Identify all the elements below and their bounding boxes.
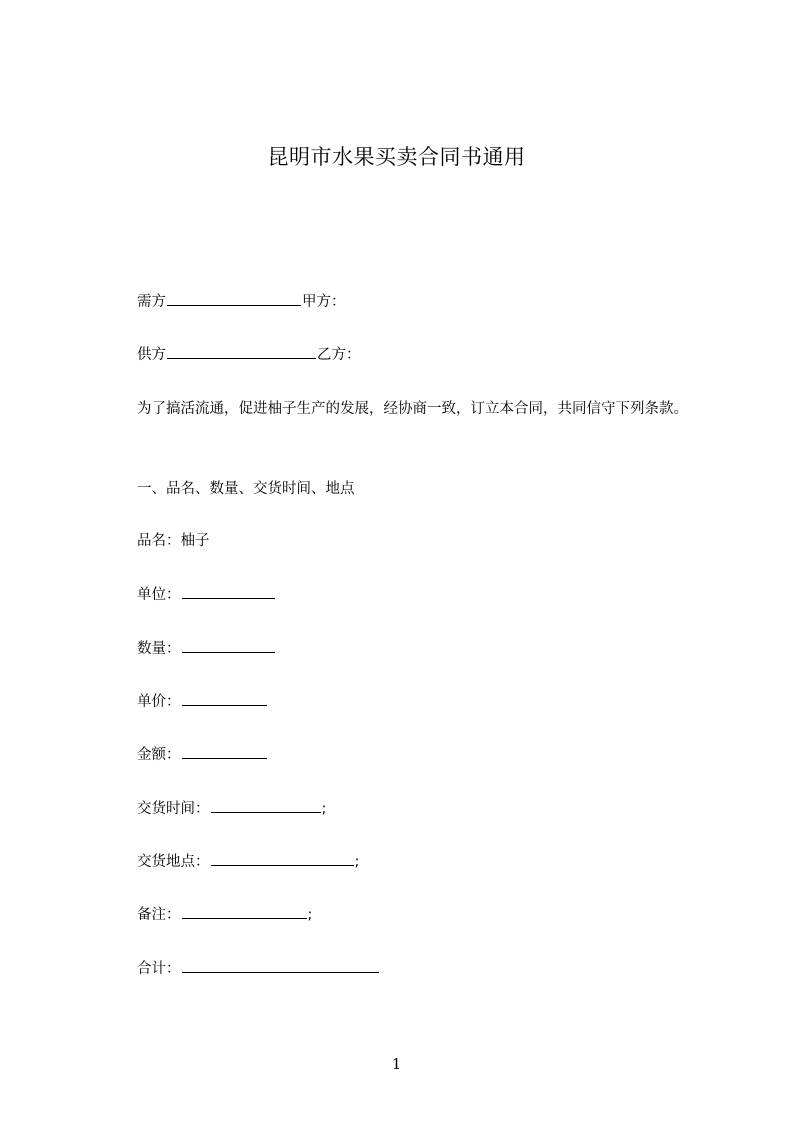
amount-line	[137, 744, 268, 765]
unit-price-line	[137, 691, 268, 712]
demander-line	[137, 291, 346, 312]
product-name-value: 柚子	[180, 533, 210, 549]
delivery-time-semicolon: ;	[321, 801, 327, 817]
remarks-label: 备注：	[137, 907, 181, 923]
delivery-place-blank	[211, 851, 354, 866]
product-name-line	[137, 531, 210, 551]
quantity-blank	[182, 638, 275, 653]
total-blank	[182, 958, 379, 973]
remarks-semicolon: ;	[307, 907, 313, 923]
supplier-line	[137, 344, 361, 365]
product-name-label: 品名：	[137, 533, 181, 549]
total-label: 合计：	[137, 961, 181, 977]
supplier-label: 供方	[137, 347, 166, 363]
delivery-time-label: 交货时间：	[137, 801, 210, 817]
quantity-line	[137, 638, 276, 659]
demander-blank	[167, 291, 301, 306]
delivery-time-blank	[211, 798, 321, 813]
demander-label: 需方	[137, 294, 166, 310]
intro-paragraph: 为了搞活流通，促进柚子生产的发展，经协商一致，订立本合同，共同信守下列条款。	[137, 401, 688, 417]
section-1-heading: 一、品名、数量、交货时间、地点	[137, 481, 355, 497]
page-number: 1	[391, 1055, 402, 1073]
unit-price-label: 单价：	[137, 694, 181, 710]
unit-blank	[182, 584, 275, 599]
unit-label: 单位：	[137, 587, 181, 603]
delivery-time-line	[137, 798, 326, 819]
total-line	[137, 958, 380, 979]
document-title: 昆明市水果买卖合同书通用	[267, 145, 526, 169]
unit-price-blank	[182, 691, 267, 706]
remarks-blank	[182, 904, 307, 919]
unit-line	[137, 584, 276, 605]
quantity-label: 数量：	[137, 641, 181, 657]
party-b-label: 乙方：	[317, 347, 361, 363]
delivery-place-semicolon: ;	[354, 854, 360, 870]
remarks-line	[137, 904, 312, 925]
supplier-blank	[167, 344, 316, 359]
delivery-place-line	[137, 851, 359, 872]
party-a-label: 甲方：	[302, 294, 346, 310]
amount-label: 金额：	[137, 747, 181, 763]
amount-blank	[182, 744, 267, 759]
delivery-place-label: 交货地点：	[137, 854, 210, 870]
